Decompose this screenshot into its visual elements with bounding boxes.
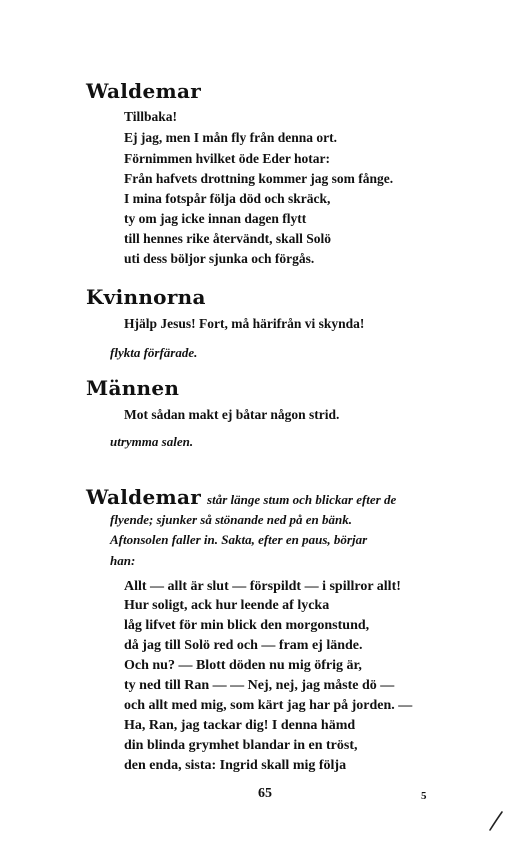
verse-line: låg lifvet för min blick den morgonstund,	[124, 618, 370, 633]
verse-line: ty om jag icke innan dagen flytt	[124, 211, 307, 226]
verse-line: din blinda grymhet blandar in en tröst,	[124, 738, 358, 753]
stage-direction: står länge stum och blickar efter de	[207, 492, 397, 507]
verse-line: I mina fotspår följa död och skräck,	[124, 191, 331, 206]
verse-line: och allt med mig, som kärt jag har på jorden. —	[124, 698, 413, 713]
verse-line: Allt — allt är slut — förspildt — i spillror allt!	[124, 579, 401, 594]
stage-direction: utrymma salen.	[110, 434, 194, 449]
verse-line: ty ned till Ran — — Nej, nej, jag måste dö —	[124, 678, 395, 693]
verse-line: Mot sådan makt ej båtar någon strid.	[124, 407, 340, 422]
verse-line: till hennes rike återvändt, skall Solö	[124, 231, 332, 246]
verse-line: Ej jag, men I mån fly från denna ort.	[124, 130, 337, 145]
speaker-name: Kvinnorna	[86, 285, 206, 309]
verse-line: Från hafvets drottning kommer jag som fånge.	[124, 171, 394, 186]
verse-line: Förnimmen hvilket öde Eder hotar:	[124, 151, 330, 166]
verse-line: Hjälp Jesus! Fort, må härifrån vi skynda!	[124, 316, 365, 331]
stage-direction: Aftonsolen faller in. Sakta, efter en paus, börjar	[110, 532, 368, 547]
verse-line: Ha, Ran, jag tackar dig! I denna hämd	[124, 718, 356, 733]
speaker-name	[86, 486, 396, 511]
verse-line: Och nu? — Blott döden nu mig öfrig är,	[124, 658, 362, 673]
pencil-mark-icon	[488, 810, 504, 832]
verse-line: Hur soligt, ack hur leende af lycka	[124, 598, 330, 613]
verse-line: då jag till Solö red och — fram ej lände.	[124, 638, 363, 653]
page-number: 65	[258, 786, 272, 801]
speaker-name: Männen	[86, 376, 180, 400]
speaker-name: Waldemar	[86, 79, 202, 103]
signature-mark: 5	[421, 790, 427, 802]
stage-direction: flyende; sjunker så stönande ned på en bänk.	[110, 512, 352, 527]
speaker-name-text: Waldemar	[86, 485, 202, 509]
stage-direction: flykta förfärade.	[110, 345, 198, 360]
verse-line: uti dess böljor sjunka och förgås.	[124, 251, 315, 266]
stage-direction: han:	[110, 553, 136, 568]
verse-line: den enda, sista: Ingrid skall mig följa	[124, 758, 347, 773]
verse-line: Tillbaka!	[124, 109, 178, 124]
